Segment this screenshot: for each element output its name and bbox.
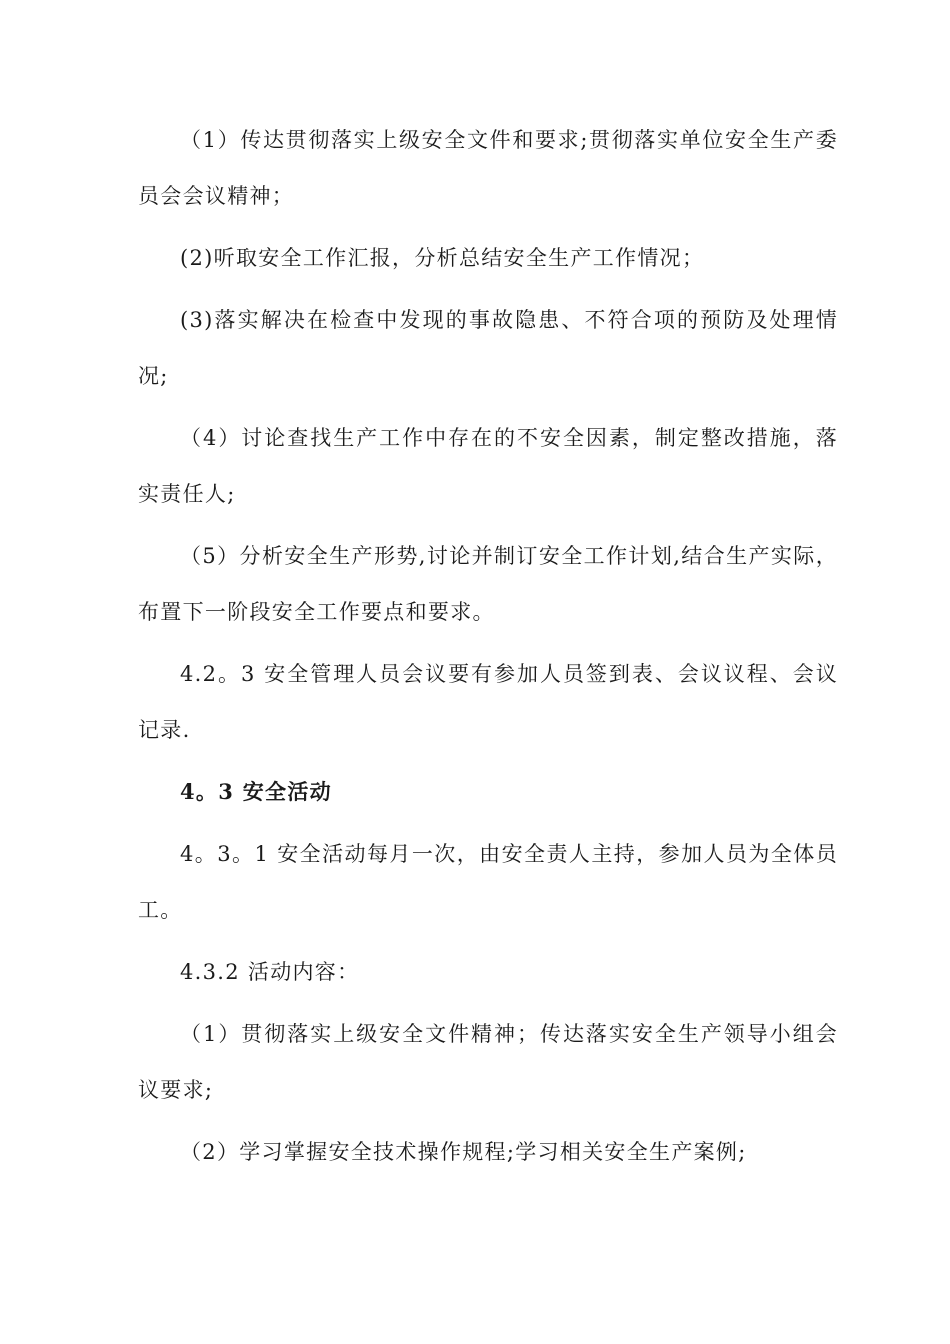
document-body	[138, 112, 838, 1180]
paragraph-item-4: （4）讨论查找生产工作中存在的不安全因素，制定整改措施，落实责任人;	[138, 426, 838, 506]
paragraph-item-1: （1）传达贯彻落实上级安全文件和要求;贯彻落实单位安全生产委员会会议精神；	[138, 128, 838, 208]
paragraph-item-3: (3)落实解决在检查中发现的事故隐患、不符合项的预防及处理情况;	[138, 308, 838, 388]
section-heading-4-3: 4。3 安全活动	[180, 779, 332, 804]
paragraph-item-2: (2)听取安全工作汇报，分析总结安全生产工作情况；	[180, 246, 705, 270]
section-4-3-2-paragraph: 4.3.2 活动内容：	[180, 960, 360, 984]
activity-item-2: （2）学习掌握安全技术操作规程;学习相关安全生产案例;	[180, 1140, 747, 1164]
activity-item-1: （1）贯彻落实上级安全文件精神；传达落实安全生产领导小组会议要求;	[138, 1022, 838, 1102]
section-4-3-1-paragraph: 4。3。1 安全活动每月一次，由安全责人主持，参加人员为全体员工。	[138, 842, 838, 922]
section-4-2-3-paragraph: 4.2。3 安全管理人员会议要有参加人员签到表、会议议程、会议记录.	[138, 662, 838, 742]
paragraph-item-5: （5）分析安全生产形势,讨论并制订安全工作计划,结合生产实际，布置下一阶段安全工作要点和要求。	[138, 544, 838, 624]
